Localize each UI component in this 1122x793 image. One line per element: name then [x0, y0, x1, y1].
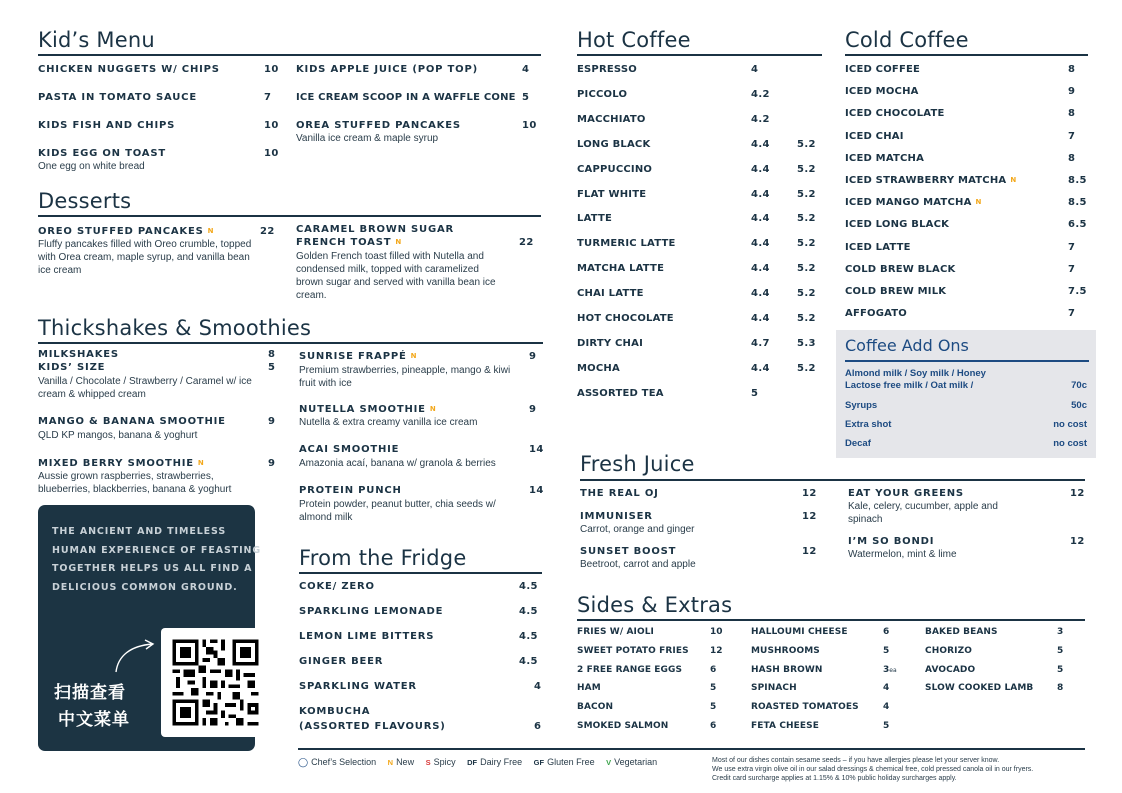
- menu-item-name: [845, 242, 911, 253]
- side-item-price: [883, 702, 889, 712]
- price-regular: 4.4: [751, 362, 770, 374]
- add-on-name: Lactose free milk / Oat milk /: [845, 380, 974, 391]
- side-item-name: BACON: [577, 702, 614, 713]
- menu-item-name: [845, 286, 946, 297]
- menu-item-name: [38, 458, 205, 469]
- add-on-price: 50c: [1071, 400, 1087, 411]
- menu-item-price: 8: [1068, 64, 1076, 75]
- menu-item-price: 8.5: [1068, 175, 1087, 186]
- menu-item-name: CHAI LATTE: [577, 288, 644, 300]
- dairy-free-code: DF: [467, 758, 478, 767]
- menu-item-name: I’M SO BONDI: [848, 536, 935, 547]
- menu-item-name: MANGO & BANANA SMOOTHIE: [38, 416, 226, 427]
- price-value: 8: [1057, 683, 1064, 694]
- item-label: AFFOGATO: [845, 308, 907, 320]
- divider: [845, 54, 1088, 56]
- legend-chef: Chef’s Selection: [311, 757, 377, 767]
- legend-vegetarian: Vegetarian: [614, 757, 658, 767]
- price-value: 12: [710, 645, 723, 656]
- price-value: 5: [883, 645, 890, 656]
- side-item-name: FRIES W/ AIOLI: [577, 627, 654, 637]
- menu-item-price: 7: [264, 92, 272, 103]
- item-label: COLD BREW BLACK: [845, 263, 956, 275]
- item-label: ICED COFFEE: [845, 64, 921, 75]
- section-title: Thickshakes & Smoothies: [38, 316, 312, 340]
- price-regular: 4.4: [751, 188, 770, 200]
- chef-hat-icon: ◯: [298, 757, 309, 767]
- menu-item-desc: Watermelon, mint & lime: [848, 549, 957, 560]
- menu-item-price: 6: [534, 721, 542, 732]
- item-label: ICED STRAWBERRY MATCHA: [845, 175, 1007, 186]
- menu-item-name: [299, 404, 436, 415]
- menu-item-name: LONG BLACK: [577, 138, 651, 150]
- item-label: ICED LONG BLACK: [845, 219, 950, 231]
- price-regular: 4.4: [751, 313, 770, 324]
- menu-item-price: 22: [260, 226, 275, 237]
- menu-item-name: [845, 131, 904, 142]
- price-regular: 4.2: [751, 113, 770, 125]
- menu-item-price: 10: [522, 120, 537, 131]
- price-large: 5.3: [797, 337, 816, 349]
- menu-item-name: [845, 197, 982, 208]
- price-regular: 4.4: [751, 238, 770, 250]
- menu-item-name: CHICKEN NUGGETS W/ CHIPS: [38, 64, 220, 75]
- menu-item-name: [296, 237, 402, 248]
- menu-item-name: EAT YOUR GREENS: [848, 488, 964, 499]
- price-value: 5: [1057, 645, 1064, 656]
- vegetarian-code: V: [606, 758, 612, 767]
- item-label: MIXED BERRY SMOOTHIE: [38, 458, 194, 469]
- side-item-name: FETA CHEESE: [751, 721, 819, 731]
- menu-item-desc: Golden French toast filled with Nutella and condensed milk, topped with caramelized brown sugar and served with vanilla bean ice cream.: [296, 251, 496, 301]
- side-item-name: CHORIZO: [925, 645, 972, 656]
- side-item-price: [883, 683, 889, 693]
- menu-item-name: [845, 219, 949, 230]
- menu-item-name: [299, 351, 417, 362]
- new-badge: N: [207, 227, 215, 235]
- menu-item-price: 7: [1068, 263, 1076, 275]
- side-item-price: [710, 646, 723, 656]
- menu-item-name: SPARKLING WATER: [299, 681, 417, 692]
- side-item-name: ROASTED TOMATOES: [751, 702, 859, 713]
- side-item-price: [710, 665, 716, 675]
- menu-item-price: 7: [1068, 241, 1076, 253]
- price-regular: 4.7: [751, 337, 770, 349]
- item-label: ICED LATTE: [845, 241, 911, 253]
- menu-item-name: [845, 86, 919, 97]
- price-value: 4: [883, 702, 890, 713]
- item-label: FRENCH TOAST: [296, 237, 392, 248]
- add-on-price: no cost: [1053, 419, 1087, 430]
- side-item-price: [710, 683, 716, 693]
- menu-item-desc: Premium strawberries, pineapple, mango & kiwi fruit with ice: [299, 365, 511, 389]
- add-on-name: Decaf: [845, 438, 871, 449]
- divider: [580, 479, 1085, 481]
- menu-item-name: KIDS’ SIZE: [38, 362, 106, 373]
- promo-quote: THE ANCIENT AND TIMELESS HUMAN EXPERIENCE OF FEASTING TOGETHER HELPS US ALL FIND A DELICIOUS COMMON GROUND.: [52, 526, 262, 593]
- side-item-name: HASH BROWN: [751, 664, 823, 675]
- menu-item-name: KIDS APPLE JUICE (POP TOP): [296, 64, 478, 75]
- side-item-name: 2 FREE RANGE EGGS: [577, 664, 683, 675]
- side-item-name: HALLOUMI CHEESE: [751, 627, 848, 637]
- side-item-price: [883, 665, 897, 675]
- price-large: 5.2: [797, 313, 816, 324]
- item-label: NUTELLA SMOOTHIE: [299, 404, 426, 415]
- gluten-free-code: GF: [533, 758, 545, 767]
- menu-item-name: [845, 308, 907, 319]
- menu-item-name: CARAMEL BROWN SUGAR: [296, 224, 455, 235]
- menu-item-price: 7: [1068, 308, 1076, 320]
- menu-item-desc: One egg on white bread: [38, 161, 145, 172]
- section-title: Desserts: [38, 189, 132, 213]
- item-label: ICED MANGO MATCHA: [845, 197, 972, 209]
- price-value: 5: [1057, 664, 1064, 675]
- menu-item-price: 6.5: [1068, 219, 1087, 231]
- menu-item-price: 9: [268, 416, 276, 427]
- divider: [577, 619, 1085, 621]
- side-item-name: AVOCADO: [925, 664, 976, 675]
- menu-item-price: 9: [268, 458, 276, 469]
- coffee-add-ons-panel: [836, 330, 1096, 458]
- menu-item-price: 12: [802, 546, 817, 557]
- price-large: 5.2: [797, 362, 816, 374]
- new-badge: N: [197, 459, 205, 467]
- menu-item-name: [845, 108, 945, 119]
- curved-arrow-icon: [112, 638, 158, 674]
- section-title: From the Fridge: [299, 546, 467, 570]
- menu-item-price: 10: [264, 64, 279, 75]
- menu-item-price: 14: [529, 444, 544, 455]
- menu-item-name: [845, 264, 955, 275]
- price-large: 5.2: [797, 138, 816, 150]
- menu-item-price: 10: [264, 148, 279, 159]
- menu-item-name: ASSORTED TEA: [577, 387, 664, 399]
- add-on-price: no cost: [1053, 438, 1087, 449]
- price-large: 5.2: [797, 238, 816, 250]
- menu-item-desc: Carrot, orange and ginger: [580, 524, 695, 535]
- menu-item-name: PICCOLO: [577, 88, 628, 100]
- menu-item-price: 4: [522, 64, 530, 75]
- price-value: 3: [1057, 627, 1064, 637]
- promo-card: [38, 505, 262, 751]
- add-on-price: 70c: [1071, 380, 1087, 391]
- new-badge: N: [410, 352, 418, 360]
- menu-item-name: IMMUNISER: [580, 511, 653, 522]
- menu-item-name: GINGER BEER: [299, 656, 384, 667]
- add-on-name: Almond milk / Soy milk / Honey: [845, 368, 986, 379]
- price-regular: 4.2: [751, 88, 770, 100]
- menu-item-desc: Nutella & extra creamy vanilla ice cream: [299, 417, 478, 428]
- item-label: COLD BREW MILK: [845, 286, 947, 297]
- price-value: 6: [883, 627, 890, 637]
- menu-item-price: 22: [519, 237, 534, 248]
- new-badge: N: [395, 238, 403, 246]
- menu-item-price: 12: [802, 488, 817, 499]
- new-code: N: [387, 758, 394, 767]
- menu-item-name: FLAT WHITE: [577, 188, 647, 200]
- price-regular: 4.4: [751, 138, 770, 150]
- qr-code-icon: [161, 628, 270, 737]
- legend-spicy: Spicy: [433, 757, 456, 767]
- side-item-price: [710, 702, 716, 712]
- footnote: [712, 756, 1033, 783]
- menu-item-name: SPARKLING LEMONADE: [299, 606, 444, 617]
- side-item-price: [883, 721, 889, 731]
- side-item-price: [1057, 683, 1063, 693]
- menu-item-name: MOCHA: [577, 362, 620, 374]
- item-label: ICED CHOCOLATE: [845, 108, 945, 120]
- menu-item-price: 9: [529, 351, 537, 362]
- divider: [577, 54, 822, 56]
- price-value: 10: [710, 627, 723, 637]
- menu-item-price: 8: [1068, 108, 1076, 120]
- side-item-price: [1057, 665, 1063, 675]
- menu-item-desc: Fluffy pancakes filled with Oreo crumble, topped with Orea cream, maple syrup, and vanilla bean ice cream: [38, 239, 252, 276]
- price-large: 5.2: [797, 188, 816, 200]
- menu-item-price: 7: [1068, 130, 1076, 142]
- menu-item-desc: Aussie grown raspberries, strawberries, blueberries, blackberries, banana & yoghurt: [38, 471, 232, 495]
- side-item-price: [710, 627, 723, 637]
- side-item-price: [710, 721, 716, 731]
- menu-item-name: TURMERIC LATTE: [577, 238, 676, 250]
- menu-item-price: 4: [534, 681, 542, 692]
- footnote-line: We use extra virgin olive oil in our salad dressings & chemical free, cold pressed canola oil in our fryers.: [712, 766, 1034, 773]
- divider: [845, 360, 1089, 362]
- menu-item-name: THE REAL OJ: [580, 488, 659, 499]
- side-item-price: [883, 627, 889, 637]
- add-on-name: Extra shot: [845, 419, 892, 430]
- menu-item-price: 8.5: [1068, 197, 1087, 209]
- menu-item-name: [845, 64, 920, 75]
- price-regular: 4.4: [751, 288, 770, 300]
- price-large: 5.2: [797, 288, 816, 300]
- menu-item-name: [845, 175, 1016, 186]
- dietary-legend: [298, 757, 666, 768]
- item-label: ICED CHAI: [845, 130, 904, 142]
- menu-item-price: 8: [1068, 152, 1076, 164]
- menu-item-name: ICE CREAM SCOOP IN A WAFFLE CONE: [296, 92, 516, 103]
- menu-item-desc: Vanilla / Chocolate / Strawberry / Caramel w/ ice cream & whipped cream: [38, 376, 252, 400]
- legend-gluten-free: Gluten Free: [547, 757, 595, 767]
- price-regular: 5: [751, 387, 759, 399]
- menu-item-name: DIRTY CHAI: [577, 337, 643, 349]
- side-item-name: SPINACH: [751, 683, 797, 694]
- footnote-line: Most of our dishes contain sesame seeds – if you have allergies please let your server know.: [712, 757, 1000, 764]
- legend-dairy-free: Dairy Free: [480, 757, 523, 767]
- menu-item-price: 12: [1070, 536, 1085, 547]
- price-unit: ea: [889, 666, 897, 674]
- menu-item-name: KIDS EGG ON TOAST: [38, 148, 166, 159]
- menu-item-price: 5: [268, 362, 276, 373]
- menu-item-desc: Beetroot, carrot and apple: [580, 559, 696, 570]
- side-item-name: SLOW COOKED LAMB: [925, 683, 1034, 694]
- menu-item-price: 7.5: [1068, 286, 1087, 297]
- menu-item-name: SUNSET BOOST: [580, 546, 677, 557]
- menu-item-price: 10: [264, 120, 279, 131]
- section-title: Fresh Juice: [580, 452, 695, 476]
- menu-item-name: CAPPUCCINO: [577, 163, 653, 175]
- menu-item-price: 5: [522, 92, 530, 103]
- footnote-line: Credit card surcharge applies at 1.15% & 10% public holiday surcharges apply.: [712, 775, 957, 782]
- price-regular: 4.4: [751, 263, 770, 275]
- item-label: SUNRISE FRAPPÉ: [299, 351, 407, 362]
- side-item-name: SMOKED SALMON: [577, 721, 669, 731]
- section-title: Sides & Extras: [577, 593, 733, 617]
- price-value: 6: [710, 721, 717, 731]
- menu-item-desc: Protein powder, peanut butter, chia seeds w/ almond milk: [299, 499, 496, 523]
- qr-code[interactable]: [161, 628, 270, 737]
- side-item-name: HAM: [577, 683, 601, 694]
- menu-item-name: ESPRESSO: [577, 64, 637, 75]
- menu-item-name: [845, 153, 924, 164]
- menu-item-name: COKE/ ZERO: [299, 581, 375, 592]
- scan-chinese-menu-label: 中文菜单: [58, 710, 130, 730]
- menu-item-price: 4.5: [519, 606, 538, 617]
- item-label: OREO STUFFED PANCAKES: [38, 226, 204, 237]
- section-title: Kid’s Menu: [38, 28, 155, 52]
- spicy-code: S: [425, 758, 431, 767]
- price-value: 3: [883, 664, 890, 675]
- divider: [38, 342, 543, 344]
- item-label: ICED MATCHA: [845, 152, 925, 164]
- scan-chinese-menu-label: 扫描查看: [54, 683, 126, 703]
- menu-item-price: 12: [1070, 488, 1085, 499]
- divider: [38, 215, 541, 217]
- menu-item-price: 14: [529, 485, 544, 496]
- menu-item-desc: Amazonia acaí, banana w/ granola & berries: [299, 458, 496, 469]
- price-value: 5: [883, 721, 890, 731]
- legend-new: New: [396, 757, 415, 767]
- side-item-name: BAKED BEANS: [925, 627, 998, 637]
- menu-item-name: [38, 226, 214, 237]
- menu-item-name: MATCHA LATTE: [577, 263, 665, 275]
- menu-item-price: 9: [529, 404, 537, 415]
- menu-item-desc: Kale, celery, cucumber, apple and spinach: [848, 501, 998, 525]
- menu-item-price: 4.5: [519, 581, 538, 592]
- price-value: 4: [883, 683, 890, 694]
- new-badge: N: [429, 405, 437, 413]
- side-item-price: [1057, 646, 1063, 656]
- menu-item-price: 8: [268, 349, 276, 360]
- section-title: Hot Coffee: [577, 28, 691, 52]
- section-title: Cold Coffee: [845, 28, 969, 52]
- menu-item-price: 9: [1068, 86, 1076, 98]
- menu-item-name: MACCHIATO: [577, 113, 646, 125]
- menu-item-name: ACAI SMOOTHIE: [299, 444, 400, 455]
- price-value: 6: [710, 664, 717, 675]
- item-label: ICED MOCHA: [845, 86, 919, 98]
- menu-item-price: 12: [802, 511, 817, 522]
- side-item-price: [1057, 627, 1063, 637]
- price-value: 5: [710, 683, 717, 694]
- new-badge: N: [975, 198, 982, 207]
- price-large: 5.2: [797, 213, 816, 225]
- side-item-name: MUSHROOMS: [751, 645, 820, 656]
- menu-item-name: KOMBUCHA: [299, 706, 371, 717]
- menu-item-name: LATTE: [577, 213, 613, 225]
- menu-item-price: 4.5: [519, 656, 538, 667]
- price-regular: 4: [751, 64, 759, 75]
- add-on-name: Syrups: [845, 400, 878, 411]
- side-item-price: [883, 646, 889, 656]
- menu-item-name: MILKSHAKES: [38, 349, 119, 360]
- price-regular: 4.4: [751, 163, 770, 175]
- price-regular: 4.4: [751, 213, 770, 225]
- divider: [299, 572, 542, 574]
- menu-item-name: HOT CHOCOLATE: [577, 313, 674, 324]
- price-value: 5: [710, 702, 717, 713]
- menu-item-name: LEMON LIME BITTERS: [299, 631, 435, 642]
- footer-divider: [298, 748, 1085, 750]
- menu-item-desc: QLD KP mangos, banana & yoghurt: [38, 430, 198, 441]
- menu-item-name: (ASSORTED FLAVOURS): [299, 721, 446, 732]
- menu-item-name: PASTA IN TOMATO SAUCE: [38, 92, 197, 103]
- price-large: 5.2: [797, 163, 816, 175]
- side-item-name: SWEET POTATO FRIES: [577, 645, 689, 656]
- new-badge: N: [1010, 176, 1017, 184]
- divider: [38, 54, 541, 56]
- menu-item-name: PROTEIN PUNCH: [299, 485, 402, 496]
- menu-item-desc: Vanilla ice cream & maple syrup: [296, 133, 439, 144]
- menu-item-name: KIDS FISH AND CHIPS: [38, 120, 176, 131]
- section-title: Coffee Add Ons: [845, 336, 969, 355]
- menu-item-price: 4.5: [519, 631, 538, 642]
- menu-item-name: OREA STUFFED PANCAKES: [296, 120, 461, 131]
- price-large: 5.2: [797, 263, 816, 275]
